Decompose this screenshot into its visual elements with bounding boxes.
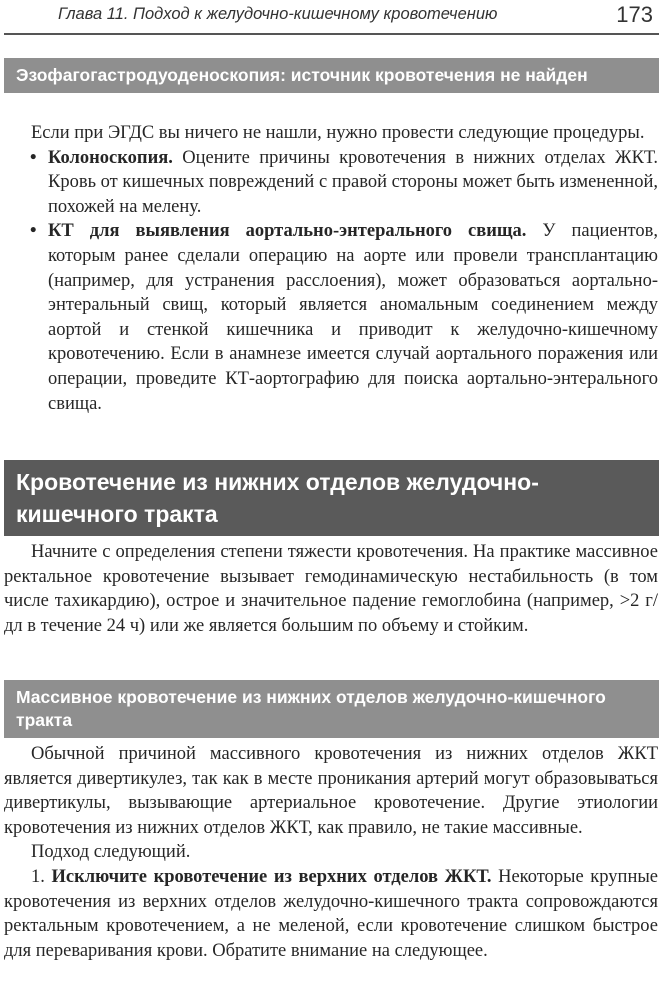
- step-1: [4, 865, 658, 963]
- section2-body: [4, 540, 658, 638]
- section3-paragraph1: Обычной причиной массивного кровотечения из нижних отделов ЖКТ является дивертикулез, так как в месте проникания артерий могут образовываться дивертикулы, вызывающие артериальное кровотечение. Другие этиологии кровотечения из нижних отделов ЖКТ, как правило, не такие массивные.: [4, 744, 658, 838]
- page-number: 173: [616, 2, 653, 27]
- running-title: Глава 11. Подход к желудочно-кишечному кровотечению: [58, 5, 498, 23]
- running-head: [0, 0, 663, 34]
- list-item-lead: КТ для выявления аортально-энтерального свища.: [48, 221, 527, 242]
- section2-paragraph: Начните с определения степени тяжести кровотечения. На практике массивное ректальное кровотечение вызывает гемодинамическую нестабильность (в том числе тахикардию), острое и значительное падение гемоглобина (например, >2 г/дл в течение 24 ч) или же является большим по объему и стойким.: [4, 542, 658, 636]
- step-text: Некоторые крупные кровотечения из верхних отделов желудочно-кишечного тракта сопровождаются ректальным кровотечением, а не меленой, если кровотечение слишком быстрое для переваривания крови. Обратите внимание на следующее.: [4, 866, 658, 961]
- list-item-lead: Колоноскопия.: [48, 147, 173, 168]
- step-number: 1.: [31, 866, 45, 887]
- bullet-marker: •: [30, 147, 37, 168]
- step-lead: Исключите кровотечение из верхних отделов ЖКТ.: [51, 866, 492, 887]
- section3-body: [4, 742, 658, 963]
- section-heading-egds: Эзофагогастродуоденоскопия: источник кровотечения не найден: [4, 58, 659, 93]
- section3-paragraph2: Подход следующий.: [31, 842, 191, 863]
- list-item-text: Оцените причины кровотечения в нижних отделах ЖКТ. Кровь от кишечных повреждений с правой стороны может быть измененной, похожей на мелену.: [48, 147, 658, 217]
- header-rule: [4, 33, 659, 35]
- section-heading-lower-gi: Кровотечение из нижних отделов желудочно-кишечного тракта: [4, 460, 659, 536]
- list-item-colonoscopy: [4, 146, 658, 220]
- section1-intro: Если при ЭГДС вы ничего не нашли, нужно провести следующие процедуры.: [31, 123, 645, 143]
- section-heading-massive-bleeding: Массивное кровотечение из нижних отделов желудочно-кишечного тракта: [4, 680, 659, 738]
- list-item-ct: [4, 219, 658, 416]
- list-item-text: У пациентов, которым ранее сделали операцию на аорте или провели трансплантацию (например, для устранения расслоения), может образоваться аортально-энтеральный свищ, который является аномальным соединением между аортой и стенкой кишечника и приводит к желудочно-кишечному кровотечению. Если в анамнезе имеется случай аортального поражения или операции, проведите КТ-аортографию для поиска аортально-энтерального свища.: [48, 221, 658, 414]
- procedure-list: [4, 146, 658, 417]
- bullet-marker: •: [30, 221, 37, 242]
- section1-body: [4, 121, 658, 416]
